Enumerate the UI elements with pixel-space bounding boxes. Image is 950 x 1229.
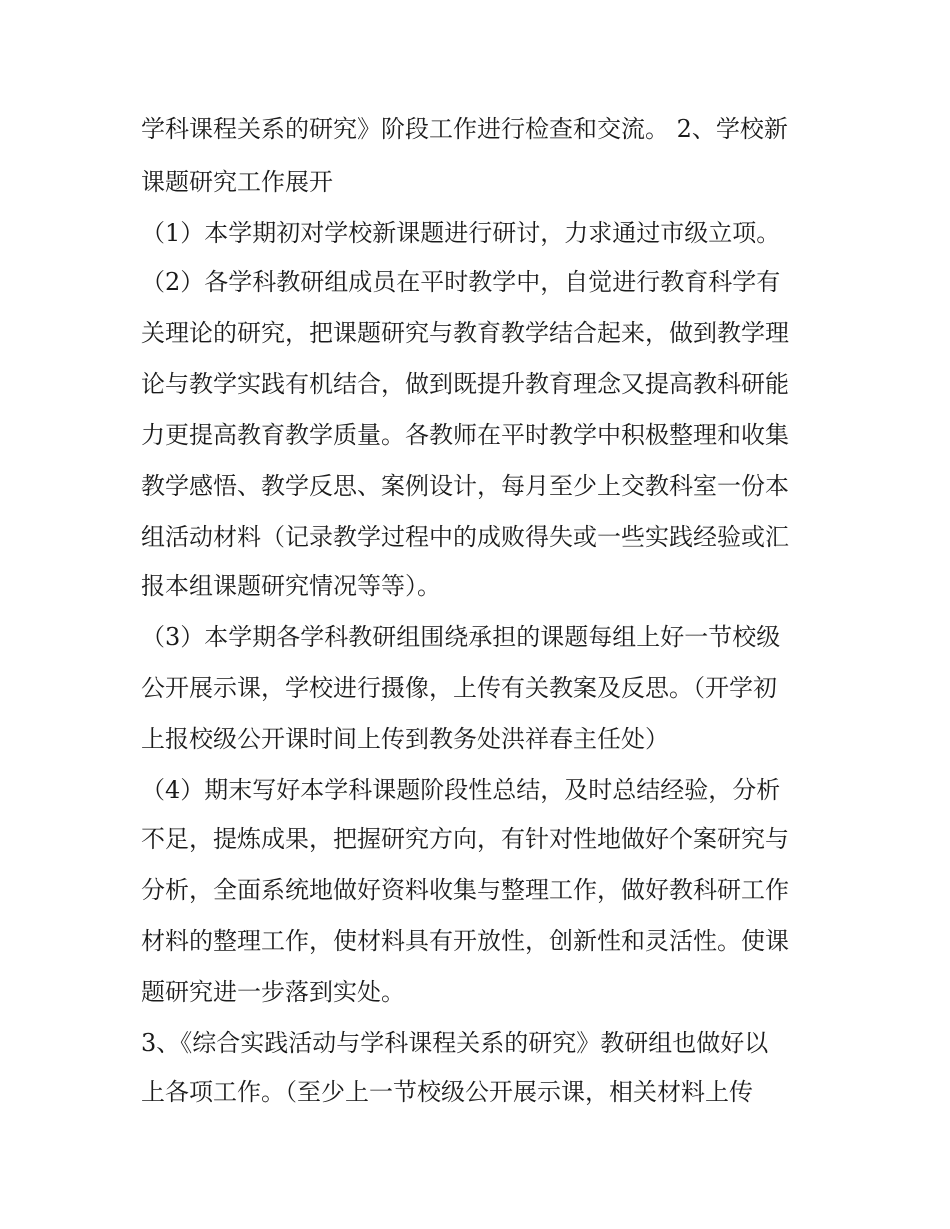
text-line: 报本组课题研究情况等等）。 bbox=[141, 572, 441, 600]
text-line: 学科课程关系的研究》阶段工作进行检查和交流。 2、学校新 bbox=[141, 115, 788, 143]
text-line: 上各项工作。（至少上一节校级公开展示课，相关材料上传 bbox=[141, 1078, 753, 1106]
text-line: 材料的整理工作，使材料具有开放性，创新性和灵活性。使课 bbox=[141, 927, 789, 955]
text-line: 3、《综合实践活动与学科课程关系的研究》教研组也做好以 bbox=[141, 1029, 769, 1057]
text-line: 力更提高教育教学质量。各教师在平时教学中积极整理和收集 bbox=[141, 421, 789, 449]
text-line: 分析，全面系统地做好资料收集与整理工作，做好教科研工作 bbox=[141, 876, 789, 904]
text-line: （1）本学期初对学校新课题进行研讨，力求通过市级立项。 bbox=[141, 219, 781, 247]
text-line: 不足，提炼成果，把握研究方向，有针对性地做好个案研究与 bbox=[141, 825, 789, 853]
text-line: 上报校级公开课时间上传到教务处洪祥春主任处） bbox=[141, 725, 669, 753]
text-line: （2）各学科教研组成员在平时教学中，自觉进行教育科学有 bbox=[141, 268, 781, 296]
text-line: （4）期末写好本学科课题阶段性总结，及时总结经验，分析 bbox=[141, 776, 781, 804]
text-line: 课题研究工作展开 bbox=[141, 168, 333, 196]
text-line: 组活动材料（记录教学过程中的成败得失或一些实践经验或汇 bbox=[141, 523, 789, 551]
text-line: （3）本学期各学科教研组围绕承担的课题每组上好一节校级 bbox=[141, 623, 781, 651]
text-line: 教学感悟、教学反思、案例设计，每月至少上交教科室一份本 bbox=[141, 472, 789, 500]
text-line: 公开展示课，学校进行摄像，上传有关教案及反思。（开学初 bbox=[141, 674, 777, 702]
text-line: 题研究进一步落到实处。 bbox=[141, 978, 405, 1006]
text-line: 论与教学实践有机结合，做到既提升教育理念又提高教科研能 bbox=[141, 370, 789, 398]
text-line: 关理论的研究，把课题研究与教育教学结合起来，做到教学理 bbox=[141, 319, 789, 347]
